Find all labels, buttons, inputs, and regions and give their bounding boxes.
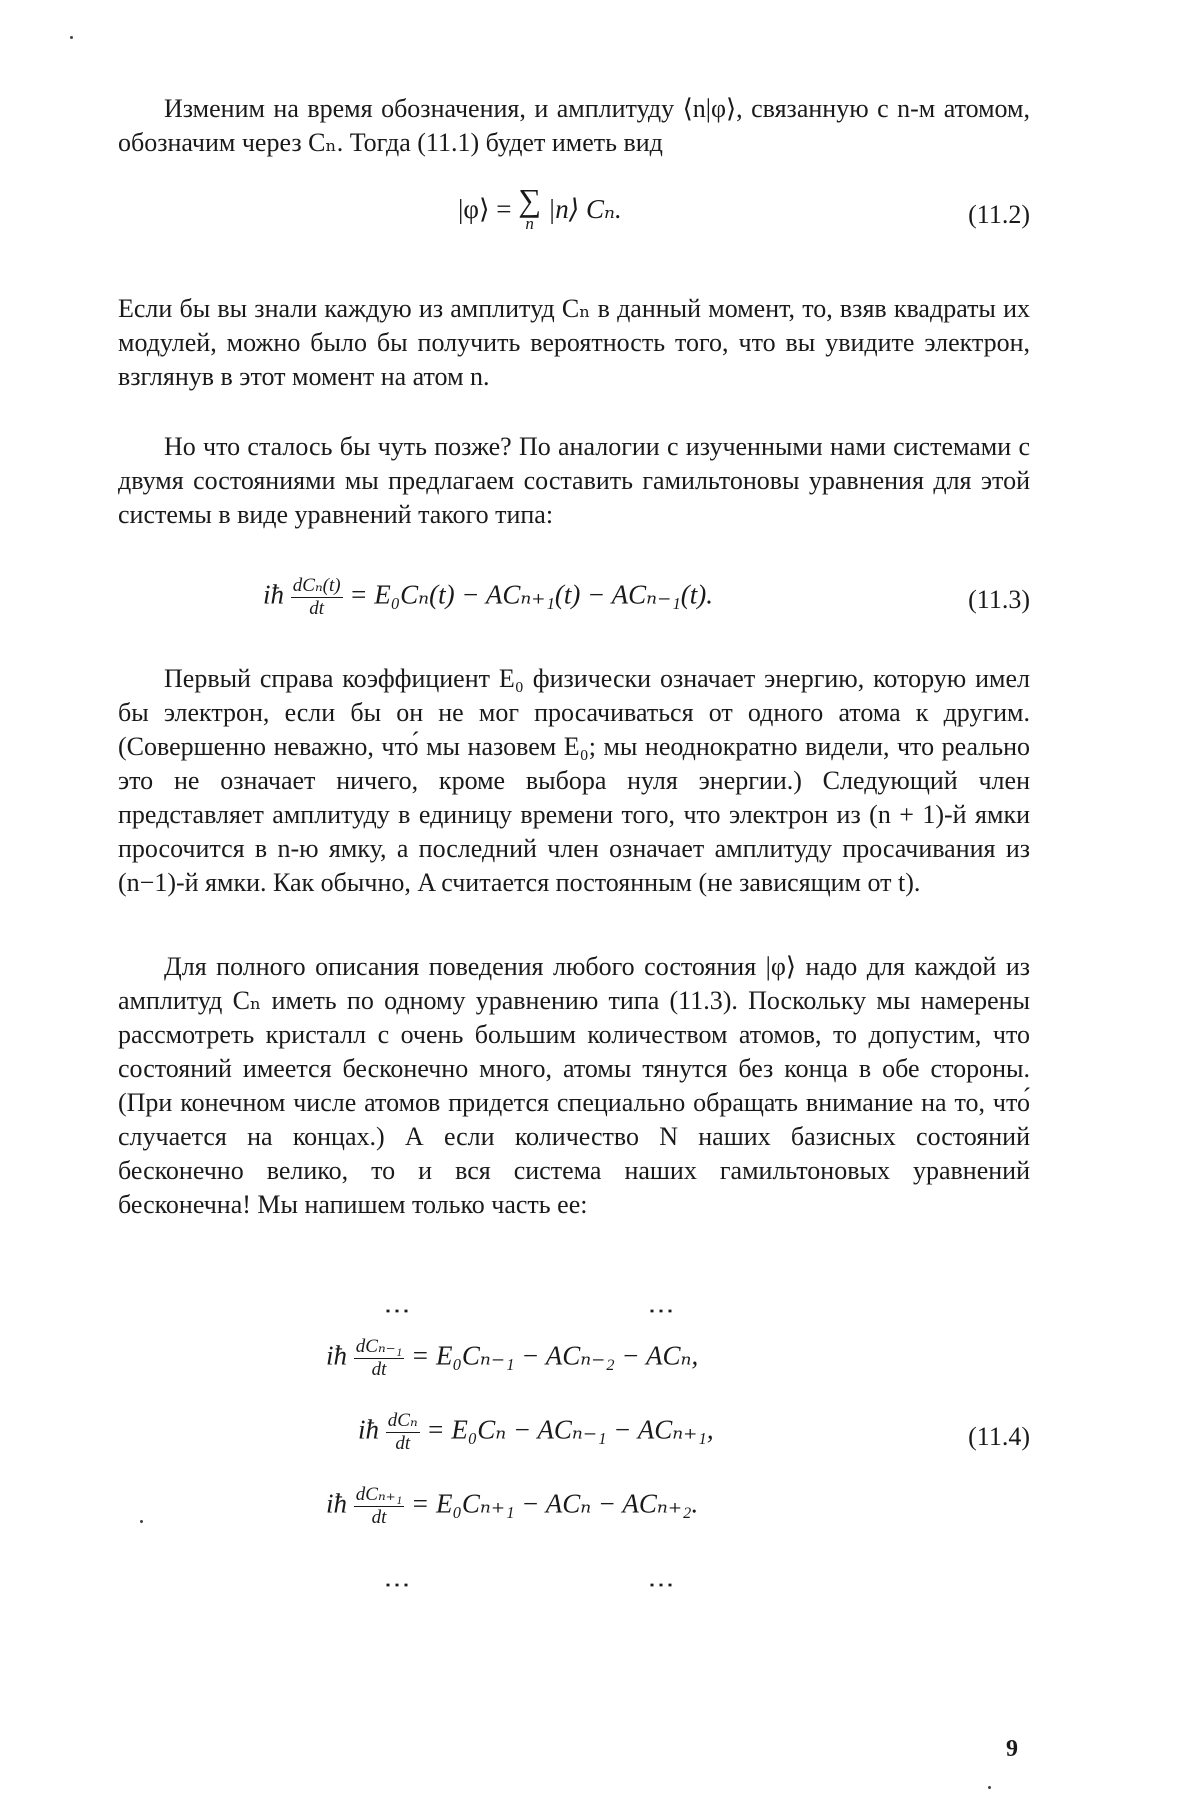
equation-number-11-2: (11.2): [968, 200, 1030, 229]
scan-speck: [140, 1520, 143, 1523]
vdots-top-left: ⋮: [383, 1298, 412, 1324]
paragraph-3: Но что сталось бы чуть позже? По аналогии с изученными нами системами с двумя состояниями мы предлагаем составить гамильтоновы уравнения для этой системы в виде уравнений такого типа:: [118, 432, 1030, 529]
equation-11-2-rhs: |n⟩ Cₙ.: [541, 194, 622, 225]
equation-11-3-lhs: iħ: [263, 579, 285, 610]
vdots-top-right: ⋮: [647, 1298, 676, 1324]
vdots-bottom-left: ⋮: [383, 1572, 412, 1598]
paragraph-4: Первый справа коэффициент E₀ физически означает энергию, которую имел бы электрон, если бы он не мог просачиваться от одного атома к другим. (Совершенно неважно, что́ мы назовем E₀; мы неоднократно видели, что реально это не означает ничего, кроме выбора нуля энергии.) Следующий член представляет амплитуду в единицу времени того, что электрон из (n + 1)-й ямки просочится в n-ю ямку, а последний член означает амплитуду просачивания из (n−1)-й ямки. Как обычно, A считается постоянным (не зависящим от t).: [118, 664, 1030, 897]
equation-11-4-row-1: iħ $\frac{\text{dCₙ₋₁}}{dt}$ = E₀Cₙ₋₁ − ACₙ₋₂ − ACₙ,: [326, 1336, 699, 1380]
equation-number-11-3: (11.3): [968, 585, 1030, 614]
scan-speck: [988, 1786, 991, 1789]
equation-11-3-body: [263, 575, 713, 620]
equation-11-4-row-3: iħ $\frac{\text{dCₙ₊₁}}{dt}$ = E₀Cₙ₊₁ − ACₙ − ACₙ₊₂.: [326, 1484, 699, 1528]
equation-11-4-row-2: iħ $\frac{\text{dCₙ}}{dt}$ = E₀Cₙ − ACₙ₋₁ − ACₙ₊₁, (11.4): [358, 1410, 1030, 1454]
equation-11-3-fraction: $\frac{\text{dCₙ(t)}}{dt}$: [292, 575, 341, 619]
equation-11-3-rhs: = E₀Cₙ(t) − ACₙ₊₁(t) − ACₙ₋₁(t).: [342, 579, 713, 610]
vdots-bottom-right: ⋮: [647, 1572, 676, 1598]
scan-speck: [70, 36, 73, 39]
equation-number-11-4: (11.4): [968, 1422, 1030, 1451]
sum-symbol: ∑ n: [518, 182, 542, 233]
equation-11-2-lhs: |φ⟩ =: [458, 194, 519, 225]
paragraph-5: Для полного описания поведения любого состояния |φ⟩ надо для каждой из амплитуд Cₙ иметь по одному уравнению типа (11.3). Поскольку мы намерены рассмотреть кристалл с очень большим количеством атомов, то допустим, что состояний имеется бесконечно много, атомы тянутся без конца в обе стороны. (При конечном числе атомов придется специально обращать внимание на то, что́ случается на концах.) А если количество N наших базисных состояний бесконечно велико, то и вся система наших гамильтоновых уравнений бесконечна! Мы напишем только часть ее:: [118, 952, 1030, 1219]
page-number: 9: [1006, 1736, 1018, 1762]
equation-11-2: [118, 182, 1030, 248]
equation-11-2-body: [458, 182, 622, 236]
paragraph-1: Изменим на время обозначения, и амплитуду ⟨n|φ⟩, связанную с n-м атомом, обозначим через Cₙ. Тогда (11.1) будет иметь вид: [118, 94, 1030, 157]
equation-11-3: [118, 575, 1030, 635]
paragraph-2: Если бы вы знали каждую из амплитуд Cₙ в данный момент, то, взяв квадраты их модулей, можно было бы получить вероятность того, что вы увидите электрон, взглянув в этот момент на атом n.: [118, 294, 1030, 391]
